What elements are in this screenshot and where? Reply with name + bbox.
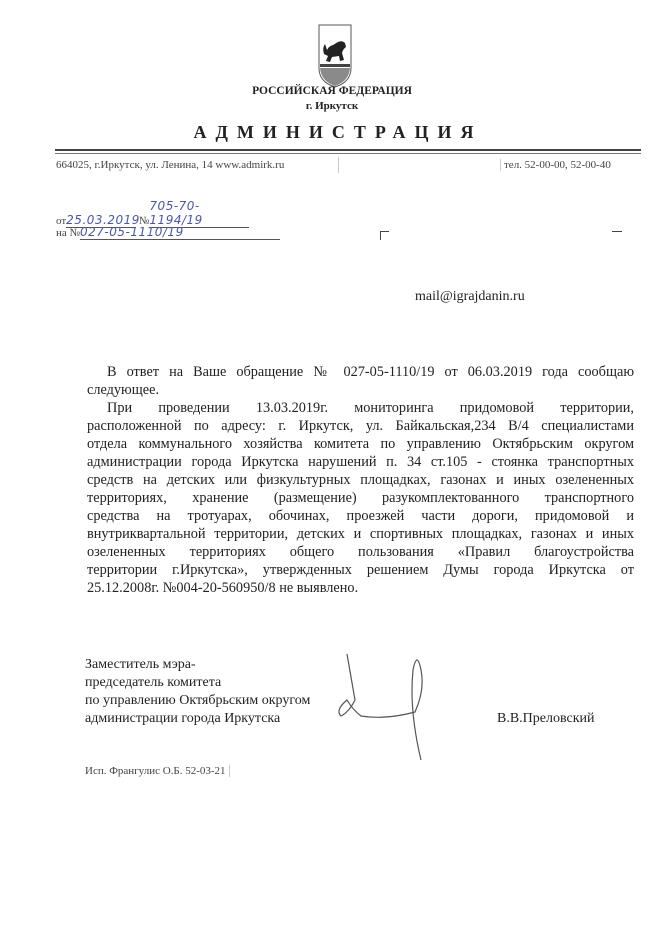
- reply-reference-row: [56, 225, 280, 240]
- phones: тел. 52-00-00, 52-00-40: [500, 159, 611, 171]
- country-name: РОССИЙСКАЯ ФЕДЕРАЦИЯ: [252, 85, 412, 97]
- address-corner-left: [380, 231, 389, 240]
- body-line: В ответ на Ваше обращение № 027-05-1110/19 от 06.03.2019 года сообщаю: [107, 364, 634, 380]
- body-line: средства на тротуарах, обочинах, проезжей части дороги, придомовой и: [87, 508, 634, 524]
- city-name: г. Иркутск: [305, 100, 359, 112]
- signer-position: Заместитель мэра-: [85, 657, 196, 672]
- number-value: 705-70-1194/19: [149, 199, 249, 228]
- handwritten-signature: [325, 650, 435, 770]
- body-line: расположенной по адресу: г. Иркутск, ул. Байкальская,234 В/4 специалистами: [87, 418, 634, 434]
- signer-position: по управлению Октябрьским округом: [85, 693, 311, 708]
- outgoing-date-row: [56, 199, 249, 228]
- administration-title: АДМИНИСТРАЦИЯ: [193, 122, 483, 142]
- body-line: При проведении 13.03.2019г. мониторинга придомовой территории,: [107, 400, 634, 416]
- body-line: средств на детских или физкультурных площадках, газонах и иных озелененных: [87, 472, 634, 488]
- body-line: территориях, хранение (размещение) разукомплектованного транспортного: [87, 490, 634, 506]
- reply-label: на №: [56, 227, 81, 239]
- body-line: отдела коммунального хозяйства комитета по управлению Октябрьским округом: [87, 436, 634, 452]
- date-value: 25.03.2019: [66, 213, 140, 227]
- executor: Исп. Франгулис О.Б. 52-03-21: [85, 765, 230, 777]
- body-line: территории г.Иркутска», утвержденных решением Думы города Иркутска от: [87, 562, 634, 578]
- body-line: внутриквартальной территории, детских и спортивных площадках, газонах и иных: [87, 526, 634, 542]
- body-line: озелененных территориях общего пользования «Правил благоустройства: [87, 544, 634, 560]
- recipient-email: mail@igrajdanin.ru: [415, 289, 525, 304]
- address-corner-right: [612, 231, 622, 232]
- reply-value: 027-05-1110/19: [80, 225, 280, 240]
- divider: [338, 157, 339, 173]
- signer-position: председатель комитета: [85, 675, 222, 690]
- address: 664025, г.Иркутск, ул. Ленина, 14 www.admirk.ru: [56, 159, 285, 171]
- body-line: администрации города Иркутска нарушений п. 34 ст.105 - стоянка транспортных: [87, 454, 634, 470]
- number-label: №: [138, 215, 150, 227]
- date-label: от: [56, 215, 67, 227]
- header-divider: [55, 149, 641, 151]
- header-divider-thin: [55, 153, 641, 154]
- signer-position: администрации города Иркутска: [85, 711, 281, 726]
- body-line: следующее.: [87, 382, 160, 398]
- body-line: 25.12.2008г. №004-20-560950/8 не выявлено.: [87, 580, 359, 596]
- signer-name: В.В.Преловский: [497, 711, 595, 726]
- city-emblem-icon: [318, 24, 352, 88]
